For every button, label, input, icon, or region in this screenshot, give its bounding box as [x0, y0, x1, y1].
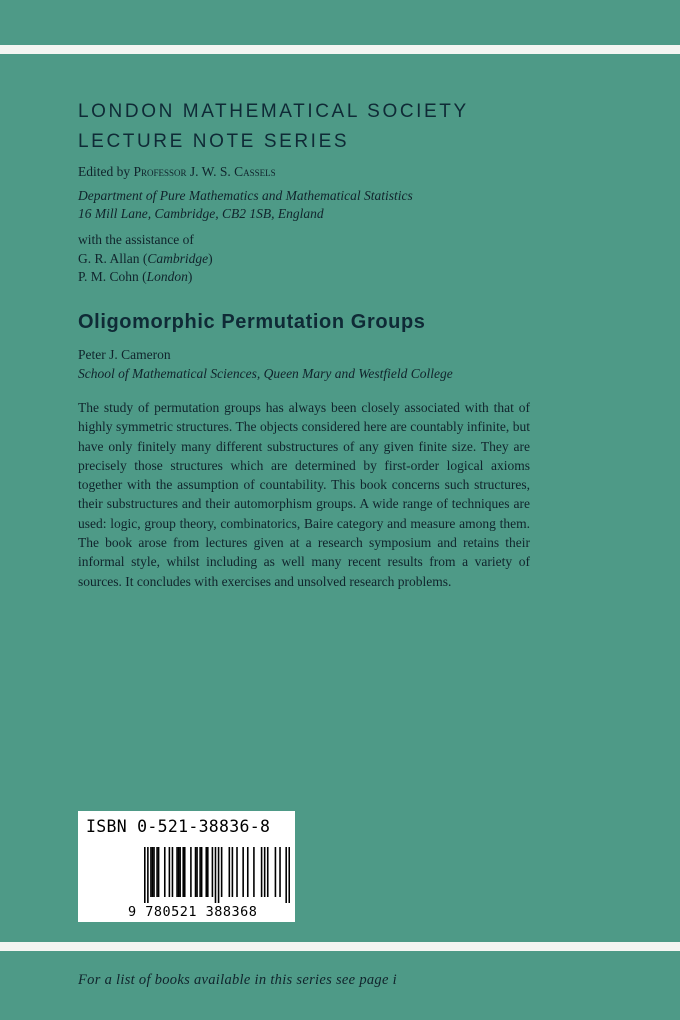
- barcode-bar: [267, 847, 269, 897]
- author-block: [78, 345, 453, 383]
- barcode-bar: [247, 847, 249, 897]
- barcode-bar: [172, 847, 174, 897]
- barcode-bar: [182, 847, 184, 897]
- series-line-2: LECTURE NOTE SERIES: [78, 131, 350, 152]
- barcode-bar: [207, 847, 209, 897]
- barcode-bar: [199, 847, 201, 897]
- barcode-bar: [221, 847, 223, 897]
- barcode-bar: [147, 847, 149, 903]
- barcode-bar: [215, 847, 217, 903]
- barcode-bar: [236, 847, 238, 897]
- series-line-1: LONDON MATHEMATICAL SOCIETY: [78, 101, 469, 122]
- author-affiliation: School of Mathematical Sciences, Queen Mary and Westfield College: [78, 366, 453, 381]
- barcode-bar: [201, 847, 203, 897]
- editor-address: [78, 187, 413, 223]
- barcode-bar: [178, 847, 180, 897]
- barcode-bar: [153, 847, 155, 897]
- barcode-bar: [144, 847, 146, 903]
- barcode-bar: [261, 847, 263, 897]
- barcode-bar: [285, 847, 287, 903]
- barcode-bar: [195, 847, 197, 897]
- bottom-stripe: [0, 942, 680, 951]
- barcode-bar: [205, 847, 207, 897]
- series-list-note: For a list of books available in this series see page i: [78, 972, 397, 988]
- barcode-bar: [212, 847, 214, 897]
- address-line: 16 Mill Lane, Cambridge, CB2 1SB, England: [78, 206, 324, 221]
- book-description: The study of permutation groups has always been closely associated with that of highly symmetric structures. The objects considered here are countably infinite, but have only finitely many different substructures of any given finite size. They are precisely those structures which are determined by first-order logical axioms together with the assumption of countability. This book concerns such structures, their substructures and their automorphism groups. A wide range of techniques are used: logic, group theory, combinatorics, Baire category and measure among them. The book arose from lectures given at a research symposium and retains their informal style, whilst including as well many recent results from a variety of sources. It concludes with exercises and unsolved research problems.: [78, 400, 530, 589]
- barcode-bar: [179, 847, 181, 897]
- barcode-bar: [184, 847, 186, 897]
- editor-line: [78, 162, 276, 181]
- barcode-bar: [150, 847, 152, 897]
- barcode-bar: [156, 847, 158, 897]
- isbn-barcode-panel: [78, 811, 295, 922]
- barcode-bar: [218, 847, 220, 903]
- barcode-bar: [164, 847, 166, 897]
- editor-prefix: Edited by: [78, 164, 134, 179]
- department-line: Department of Pure Mathematics and Mathematical Statistics: [78, 188, 413, 203]
- barcode-bar: [242, 847, 244, 897]
- barcode-bar: [264, 847, 266, 897]
- barcode-bar: [229, 847, 231, 897]
- top-stripe: [0, 45, 680, 54]
- series-heading: [78, 97, 469, 157]
- barcode-bar: [152, 847, 154, 897]
- author-name: Peter J. Cameron: [78, 347, 171, 362]
- barcode-image: [144, 847, 290, 903]
- ean-number: 9 780521 388368: [128, 904, 258, 920]
- assistant-editor-1: G. R. Allan (Cambridge): [78, 250, 213, 266]
- barcode-bar: [275, 847, 277, 897]
- barcode-bar: [190, 847, 192, 897]
- book-title: Oligomorphic Permutation Groups: [78, 311, 426, 333]
- barcode-bar: [232, 847, 234, 897]
- assistant-editor-2: P. M. Cohn (London): [78, 269, 193, 284]
- assistance-intro: with the assistance of: [78, 232, 194, 247]
- barcode-bar: [253, 847, 255, 897]
- barcode-bar: [196, 847, 198, 897]
- barcode-bar: [158, 847, 160, 897]
- isbn-number: ISBN 0-521-38836-8: [86, 817, 271, 836]
- barcode-bar: [169, 847, 171, 897]
- barcode-bar: [176, 847, 178, 897]
- assistant-editors: [78, 231, 213, 287]
- barcode-bar: [279, 847, 281, 897]
- editor-name: Professor J. W. S. Cassels: [133, 164, 276, 179]
- barcode-bar: [288, 847, 290, 903]
